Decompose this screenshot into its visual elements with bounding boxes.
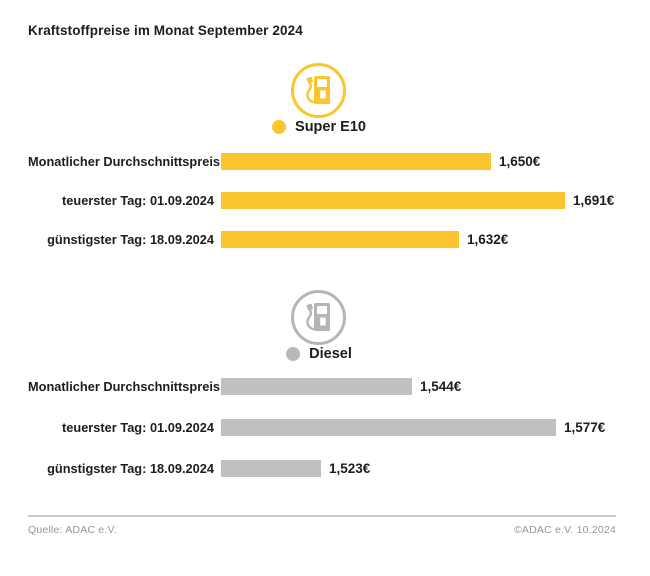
fuel-pump-badge-super [291, 63, 346, 118]
legend-dot-icon-diesel [286, 347, 300, 361]
bar-row [28, 192, 614, 209]
footer-divider [28, 515, 616, 517]
fuel-pump-icon [303, 74, 333, 108]
source-note: Quelle: ADAC e.V. [28, 524, 117, 536]
bar-diesel-average [221, 378, 412, 395]
bar-value: 1,523€ [329, 461, 371, 476]
bar-super-average [221, 153, 491, 170]
legend-super-e10 [0, 119, 644, 135]
bar-super-min-day [221, 231, 459, 248]
fuel-pump-icon [303, 301, 333, 335]
bar-row [28, 153, 614, 170]
section-icon-super-e10 [0, 63, 650, 118]
bar-row-label: Monatlicher Durchschnittspreis [28, 379, 220, 394]
bar-diesel-max-day [221, 419, 556, 436]
bar-row-label: teuerster Tag: 01.09.2024 [62, 193, 214, 208]
bar-row [28, 419, 605, 436]
fuel-pump-badge-diesel [291, 290, 346, 345]
legend-label-diesel: Diesel [309, 346, 352, 362]
page-title: Kraftstoffpreise im Monat September 2024 [28, 23, 303, 38]
bar-diesel-min-day [221, 460, 321, 477]
bar-row-label: günstigster Tag: 18.09.2024 [47, 232, 214, 247]
section-icon-diesel [0, 290, 650, 345]
bar-group-diesel [28, 378, 605, 501]
bar-row-label: günstigster Tag: 18.09.2024 [47, 461, 214, 476]
bar-group-super-e10 [28, 153, 614, 270]
legend-dot-icon-super [272, 120, 286, 134]
bar-value: 1,632€ [467, 232, 509, 247]
bar-value: 1,577€ [564, 420, 606, 435]
bar-super-max-day [221, 192, 565, 209]
legend-diesel [0, 346, 644, 362]
bar-value: 1,650€ [499, 154, 541, 169]
copyright-note: ©ADAC e.V. 10.2024 [513, 524, 616, 536]
bar-value: 1,691€ [573, 193, 615, 208]
bar-row-label: teuerster Tag: 01.09.2024 [62, 420, 214, 435]
bar-row [28, 378, 605, 395]
bar-row [28, 460, 605, 477]
bar-value: 1,544€ [420, 379, 462, 394]
legend-label-super: Super E10 [295, 119, 366, 135]
bar-row [28, 231, 614, 248]
bar-row-label: Monatlicher Durchschnittspreis [28, 154, 220, 169]
footer [28, 524, 616, 536]
